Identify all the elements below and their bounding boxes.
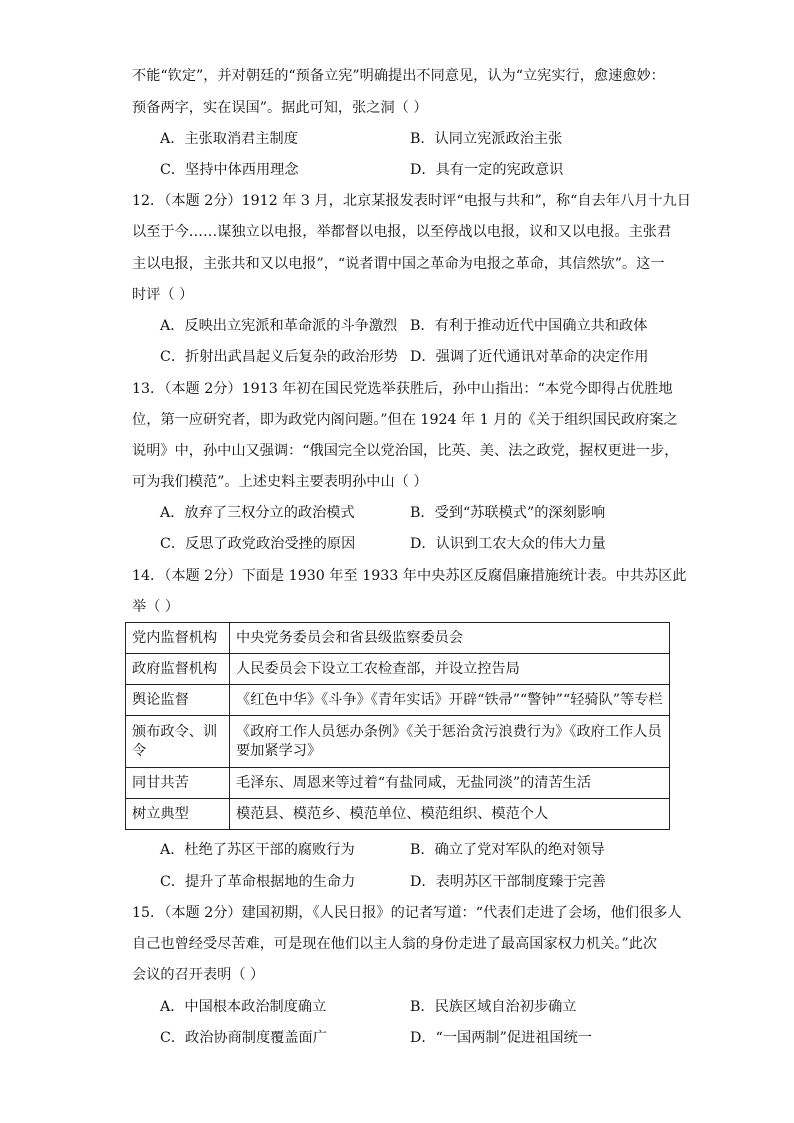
q11-stem-line1: 不能“钦定”，并对朝廷的“预备立宪”明确提出不同意见，认为“立宪实行，愈速愈妙： bbox=[132, 68, 665, 84]
q12-option-b[interactable]: B．有利于推动近代中国确立共和政体 bbox=[410, 318, 648, 334]
q11-option-a[interactable]: A．主张取消君主制度 bbox=[160, 131, 298, 147]
q15-option-a[interactable]: A．中国根本政治制度确立 bbox=[160, 999, 327, 1015]
table-cell-category: 舆论监督 bbox=[126, 685, 230, 716]
q15-option-b[interactable]: B．民族区域自治初步确立 bbox=[410, 999, 577, 1015]
table-cell-measure: 《政府工作人员惩办条例》《关于惩治贪污浪费行为》《政府工作人员要加紧学习》 bbox=[230, 716, 670, 768]
q13-option-d[interactable]: D．认识到工农大众的伟大力量 bbox=[410, 536, 606, 552]
table-row bbox=[126, 654, 670, 685]
table-cell-measure: 中央党务委员会和省县级监察委员会 bbox=[230, 623, 670, 654]
q13-option-a[interactable]: A．放弃了三权分立的政治模式 bbox=[160, 505, 355, 521]
table-cell-measure: 毛泽东、周恩来等过着“有盐同咸，无盐同淡”的清苦生活 bbox=[230, 768, 670, 799]
table-cell-category: 树立典型 bbox=[126, 799, 230, 830]
q14-option-b[interactable]: B．确立了党对军队的绝对领导 bbox=[410, 842, 605, 858]
q12-stem-line3: 主以电报，主张共和又以电报”，“说者谓中国之革命为电报之革命，其信然欤”。这一 bbox=[132, 256, 665, 272]
table-cell-measure: 模范县、模范乡、模范单位、模范组织、模范个人 bbox=[230, 799, 670, 830]
q14-stem-line1: 14．（本题 2分）下面是 1930 年至 1933 年中央苏区反腐倡廉措施统计表。中共苏区此 bbox=[132, 568, 687, 584]
table-cell-category: 同甘共苦 bbox=[126, 768, 230, 799]
table-cell-measure: 《红色中华》《斗争》《青年实话》开辟“铁帚”“警钟”“轻骑队”等专栏 bbox=[230, 685, 670, 716]
table-row bbox=[126, 716, 670, 768]
q12-stem-line4: 时评（ ） bbox=[132, 287, 194, 303]
q13-stem-line3: 说明》中，孙中山又强调：“俄国完全以党治国，比英、美、法之政党，握权更进一步， bbox=[132, 443, 679, 459]
q13-stem-line4: 可为我们模范”。上述史料主要表明孙中山（ ） bbox=[132, 474, 428, 490]
q13-option-b[interactable]: B．受到“苏联模式”的深刻影响 bbox=[410, 505, 606, 521]
q14-option-a[interactable]: A．杜绝了苏区干部的腐败行为 bbox=[160, 842, 355, 858]
table-cell-category: 政府监督机构 bbox=[126, 654, 230, 685]
table-row bbox=[126, 768, 670, 799]
q15-option-d[interactable]: D．“一国两制”促进祖国统一 bbox=[410, 1030, 592, 1046]
q15-option-c[interactable]: C．政治协商制度覆盖面广 bbox=[160, 1030, 327, 1046]
q12-option-d[interactable]: D．强调了近代通讯对革命的决定作用 bbox=[410, 349, 649, 365]
q13-stem-line1: 13．（本题 2分）1913 年初在国民党选举获胜后，孙中山指出：“本党今即得占优胜地 bbox=[132, 381, 673, 397]
table-cell-category: 党内监督机构 bbox=[126, 623, 230, 654]
q14-option-c[interactable]: C．提升了革命根据地的生命力 bbox=[160, 874, 356, 890]
q14-option-d[interactable]: D．表明苏区干部制度臻于完善 bbox=[410, 874, 606, 890]
anticorruption-table bbox=[125, 622, 670, 830]
q13-stem-line2: 位，第一应研究者，即为政党内阁问题。”但在 1924 年 1 月的《关于组织国民政府案之 bbox=[132, 412, 678, 428]
q11-option-d[interactable]: D．具有一定的宪政意识 bbox=[410, 162, 564, 178]
q11-option-b[interactable]: B．认同立宪派政治主张 bbox=[410, 131, 563, 147]
q12-stem-line2: 以至于今……谋独立以电报，举都督以电报，以至停战以电报，议和又以电报。主张君 bbox=[132, 224, 672, 240]
table-row bbox=[126, 799, 670, 830]
table-cell-category: 颁布政令、训令 bbox=[126, 716, 230, 768]
q15-stem-line1: 15．（本题 2分）建国初期，《人民日报》的记者写道：“代表们走进了会场，他们很多人 bbox=[132, 905, 682, 921]
table-row bbox=[126, 685, 670, 716]
q11-stem-line2: 预备两字，实在误国”。据此可知，张之洞（ ） bbox=[132, 100, 428, 116]
table-cell-measure: 人民委员会下设立工农检查部，并设立控告局 bbox=[230, 654, 670, 685]
table-row bbox=[126, 623, 670, 654]
q13-option-c[interactable]: C．反思了政党政治受挫的原因 bbox=[160, 536, 356, 552]
q14-stem-line2: 举（ ） bbox=[132, 599, 180, 615]
q11-option-c[interactable]: C．坚持中体西用理念 bbox=[160, 162, 299, 178]
q12-option-a[interactable]: A．反映出立宪派和革命派的斗争激烈 bbox=[160, 318, 398, 334]
q12-option-c[interactable]: C．折射出武昌起义后复杂的政治形势 bbox=[160, 349, 398, 365]
q15-stem-line3: 会议的召开表明（ ） bbox=[132, 967, 265, 983]
q15-stem-line2: 自己也曾经受尽苦难，可是现在他们以主人翁的身份走进了最高国家权力机关。”此次 bbox=[132, 936, 658, 952]
q12-stem-line1: 12．（本题 2分）1912 年 3 月，北京某报发表时评“电报与共和”，称“自去年八月十九日 bbox=[132, 193, 691, 209]
